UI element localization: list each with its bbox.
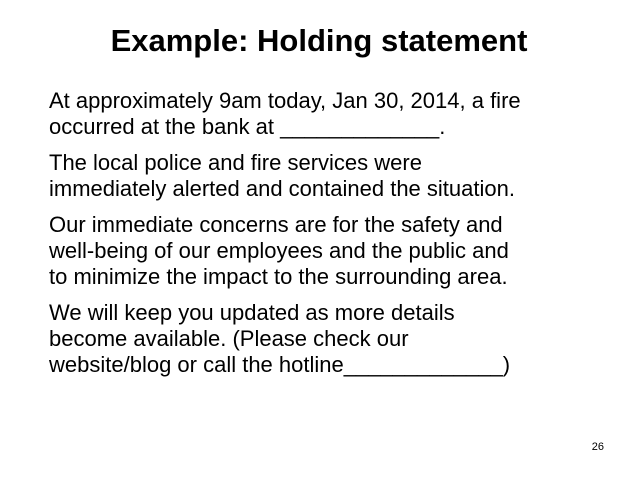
paragraph-line: become available. (Please check our <box>49 326 409 351</box>
paragraph-line: At approximately 9am today, Jan 30, 2014, a fire <box>49 88 521 113</box>
slide-title: Example: Holding statement <box>110 23 528 58</box>
paragraph-line: website/blog or call the hotline_____________) <box>49 352 511 377</box>
slide-body <box>49 88 619 388</box>
paragraph-line: We will keep you updated as more details <box>49 300 455 325</box>
paragraph-line: The local police and fire services were <box>49 150 422 175</box>
paragraph-line: Our immediate concerns are for the safety and <box>49 212 503 237</box>
paragraph-response <box>49 150 619 202</box>
paragraph-line: occurred at the bank at _____________. <box>49 114 446 139</box>
paragraph-incident <box>49 88 619 140</box>
paragraph-line: well-being of our employees and the public and <box>49 238 509 263</box>
paragraph-line: immediately alerted and contained the situation. <box>49 176 515 201</box>
page-number: 26 <box>591 441 604 453</box>
paragraph-concerns <box>49 212 619 290</box>
paragraph-updates <box>49 300 619 378</box>
paragraph-line: to minimize the impact to the surrounding area. <box>49 264 508 289</box>
